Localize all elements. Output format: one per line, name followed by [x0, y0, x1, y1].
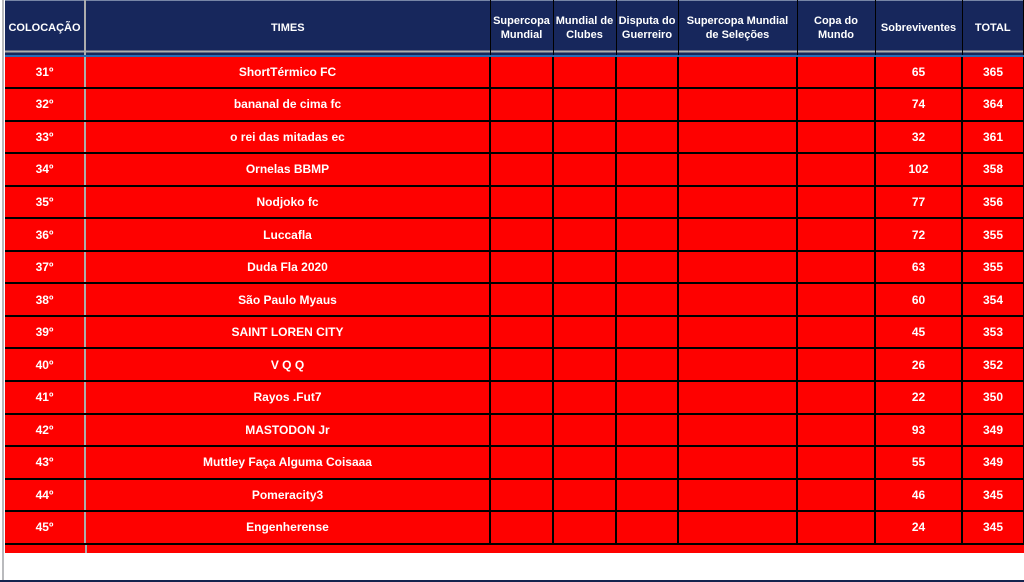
standings-table-area [5, 0, 1024, 553]
copa-do-mundo-cell[interactable] [797, 381, 875, 414]
mundial-de-clubes-cell[interactable] [553, 153, 616, 186]
copa-do-mundo-cell[interactable] [797, 218, 875, 251]
mundial-de-clubes-cell[interactable] [553, 121, 616, 154]
supercopa-mundial-cell[interactable] [490, 511, 553, 544]
table-body [5, 56, 1024, 544]
table-row [5, 414, 1024, 447]
rank-cell[interactable]: 43º [5, 446, 85, 479]
copa-do-mundo-cell[interactable] [797, 446, 875, 479]
sobreviventes-cell[interactable]: 26 [875, 348, 962, 381]
sobreviventes-cell[interactable]: 60 [875, 283, 962, 316]
supercopa-mundial-cell[interactable] [490, 56, 553, 89]
mundial-de-clubes-cell[interactable] [553, 381, 616, 414]
rank-cell[interactable]: 40º [5, 348, 85, 381]
mundial-de-clubes-cell[interactable] [553, 479, 616, 512]
copa-do-mundo-cell[interactable] [797, 414, 875, 447]
table-row [5, 381, 1024, 414]
disputa-do-guerreiro-cell[interactable] [616, 56, 678, 89]
table-row [5, 251, 1024, 284]
header-row [5, 1, 1024, 56]
supercopa-selecoes-cell[interactable] [678, 283, 797, 316]
total-cell[interactable]: 356 [962, 186, 1024, 219]
rank-cell[interactable]: 39º [5, 316, 85, 349]
column-header-mundial-de-clubes[interactable]: Mundial de Clubes [553, 1, 616, 56]
team-cell[interactable]: Ornelas BBMP [85, 153, 490, 186]
total-cell[interactable]: 364 [962, 88, 1024, 121]
total-cell[interactable]: 345 [962, 479, 1024, 512]
supercopa-mundial-cell[interactable] [490, 479, 553, 512]
sobreviventes-cell[interactable]: 72 [875, 218, 962, 251]
team-cell[interactable]: Muttley Faça Alguma Coisaaa [85, 446, 490, 479]
table-row [5, 218, 1024, 251]
disputa-do-guerreiro-cell[interactable] [616, 381, 678, 414]
disputa-do-guerreiro-cell[interactable] [616, 446, 678, 479]
supercopa-mundial-cell[interactable] [490, 88, 553, 121]
disputa-do-guerreiro-cell[interactable] [616, 511, 678, 544]
total-cell[interactable]: 345 [962, 511, 1024, 544]
column-header-colocacao[interactable]: COLOCAÇÃO [5, 1, 85, 56]
sobreviventes-cell[interactable]: 55 [875, 446, 962, 479]
column-header-times[interactable]: TIMES [85, 1, 490, 56]
mundial-de-clubes-cell[interactable] [553, 251, 616, 284]
disputa-do-guerreiro-cell[interactable] [616, 348, 678, 381]
team-cell[interactable]: bananal de cima fc [85, 88, 490, 121]
copa-do-mundo-cell[interactable] [797, 153, 875, 186]
table-row [5, 479, 1024, 512]
supercopa-selecoes-cell[interactable] [678, 479, 797, 512]
sobreviventes-cell[interactable]: 32 [875, 121, 962, 154]
rank-cell[interactable]: 33º [5, 121, 85, 154]
supercopa-mundial-cell[interactable] [490, 251, 553, 284]
supercopa-mundial-cell[interactable] [490, 381, 553, 414]
sobreviventes-cell[interactable]: 102 [875, 153, 962, 186]
column-header-copa-do-mundo[interactable]: Copa do Mundo [797, 1, 875, 56]
column-header-disputa-do-guerreiro[interactable]: Disputa do Guerreiro [616, 1, 678, 56]
team-cell[interactable]: Pomeracity3 [85, 479, 490, 512]
supercopa-selecoes-cell[interactable] [678, 153, 797, 186]
total-cell[interactable]: 349 [962, 414, 1024, 447]
team-cell[interactable]: Duda Fla 2020 [85, 251, 490, 284]
supercopa-selecoes-cell[interactable] [678, 316, 797, 349]
supercopa-selecoes-cell[interactable] [678, 186, 797, 219]
supercopa-mundial-cell[interactable] [490, 186, 553, 219]
rank-cell[interactable]: 31º [5, 56, 85, 89]
sobreviventes-cell[interactable]: 93 [875, 414, 962, 447]
supercopa-selecoes-cell[interactable] [678, 218, 797, 251]
supercopa-mundial-cell[interactable] [490, 414, 553, 447]
sobreviventes-cell[interactable]: 22 [875, 381, 962, 414]
mundial-de-clubes-cell[interactable] [553, 88, 616, 121]
rank-cell[interactable]: 38º [5, 283, 85, 316]
sobreviventes-cell[interactable]: 46 [875, 479, 962, 512]
total-cell[interactable]: 365 [962, 56, 1024, 89]
mundial-de-clubes-cell[interactable] [553, 446, 616, 479]
copa-do-mundo-cell[interactable] [797, 186, 875, 219]
table-row [5, 283, 1024, 316]
column-header-supercopa-mundial[interactable]: Supercopa Mundial [490, 1, 553, 56]
disputa-do-guerreiro-cell[interactable] [616, 186, 678, 219]
mundial-de-clubes-cell[interactable] [553, 414, 616, 447]
supercopa-selecoes-cell[interactable] [678, 121, 797, 154]
rank-cell[interactable]: 42º [5, 414, 85, 447]
rank-cell[interactable]: 44º [5, 479, 85, 512]
team-cell[interactable]: V Q Q [85, 348, 490, 381]
rank-cell[interactable]: 41º [5, 381, 85, 414]
supercopa-mundial-cell[interactable] [490, 283, 553, 316]
team-cell[interactable]: ShortTérmico FC [85, 56, 490, 89]
rank-cell[interactable]: 45º [5, 511, 85, 544]
disputa-do-guerreiro-cell[interactable] [616, 283, 678, 316]
team-cell[interactable]: Rayos .Fut7 [85, 381, 490, 414]
team-cell[interactable]: Nodjoko fc [85, 186, 490, 219]
table-row [5, 56, 1024, 89]
total-cell[interactable]: 350 [962, 381, 1024, 414]
supercopa-selecoes-cell[interactable] [678, 446, 797, 479]
team-cell[interactable]: MASTODON Jr [85, 414, 490, 447]
table-row [5, 121, 1024, 154]
team-cell[interactable]: SAINT LOREN CITY [85, 316, 490, 349]
supercopa-selecoes-cell[interactable] [678, 348, 797, 381]
mundial-de-clubes-cell[interactable] [553, 186, 616, 219]
sobreviventes-cell[interactable]: 65 [875, 56, 962, 89]
mundial-de-clubes-cell[interactable] [553, 218, 616, 251]
frozen-pane-left-gutter [0, 0, 5, 582]
sobreviventes-cell[interactable]: 24 [875, 511, 962, 544]
rank-cell[interactable]: 37º [5, 251, 85, 284]
mundial-de-clubes-cell[interactable] [553, 511, 616, 544]
supercopa-selecoes-cell[interactable] [678, 88, 797, 121]
copa-do-mundo-cell[interactable] [797, 121, 875, 154]
supercopa-mundial-cell[interactable] [490, 446, 553, 479]
mundial-de-clubes-cell[interactable] [553, 348, 616, 381]
copa-do-mundo-cell[interactable] [797, 348, 875, 381]
sobreviventes-cell[interactable]: 45 [875, 316, 962, 349]
copa-do-mundo-cell[interactable] [797, 479, 875, 512]
team-cell[interactable]: Luccafla [85, 218, 490, 251]
table-row [5, 348, 1024, 381]
supercopa-mundial-cell[interactable] [490, 218, 553, 251]
supercopa-selecoes-cell[interactable] [678, 251, 797, 284]
column-header-total[interactable]: TOTAL [962, 1, 1024, 56]
total-cell[interactable]: 352 [962, 348, 1024, 381]
rank-cell[interactable]: 32º [5, 88, 85, 121]
mundial-de-clubes-cell[interactable] [553, 316, 616, 349]
disputa-do-guerreiro-cell[interactable] [616, 251, 678, 284]
supercopa-selecoes-cell[interactable] [678, 511, 797, 544]
copa-do-mundo-cell[interactable] [797, 56, 875, 89]
disputa-do-guerreiro-cell[interactable] [616, 153, 678, 186]
copa-do-mundo-cell[interactable] [797, 251, 875, 284]
partially-visible-next-row [5, 545, 1024, 553]
total-cell[interactable]: 361 [962, 121, 1024, 154]
rank-cell[interactable]: 36º [5, 218, 85, 251]
table-row [5, 88, 1024, 121]
table-row [5, 446, 1024, 479]
sobreviventes-cell[interactable]: 74 [875, 88, 962, 121]
total-cell[interactable]: 355 [962, 218, 1024, 251]
supercopa-mundial-cell[interactable] [490, 121, 553, 154]
table-row [5, 511, 1024, 544]
supercopa-mundial-cell[interactable] [490, 348, 553, 381]
total-cell[interactable]: 349 [962, 446, 1024, 479]
total-cell[interactable]: 353 [962, 316, 1024, 349]
table-row [5, 316, 1024, 349]
table-row [5, 153, 1024, 186]
supercopa-selecoes-cell[interactable] [678, 381, 797, 414]
supercopa-selecoes-cell[interactable] [678, 56, 797, 89]
sobreviventes-cell[interactable]: 77 [875, 186, 962, 219]
standings-table [5, 0, 1024, 545]
copa-do-mundo-cell[interactable] [797, 88, 875, 121]
team-cell[interactable]: o rei das mitadas ec [85, 121, 490, 154]
copa-do-mundo-cell[interactable] [797, 316, 875, 349]
mundial-de-clubes-cell[interactable] [553, 56, 616, 89]
supercopa-mundial-cell[interactable] [490, 153, 553, 186]
total-cell[interactable]: 355 [962, 251, 1024, 284]
team-cell[interactable]: Engenherense [85, 511, 490, 544]
disputa-do-guerreiro-cell[interactable] [616, 479, 678, 512]
rank-cell[interactable]: 34º [5, 153, 85, 186]
total-cell[interactable]: 358 [962, 153, 1024, 186]
disputa-do-guerreiro-cell[interactable] [616, 121, 678, 154]
disputa-do-guerreiro-cell[interactable] [616, 414, 678, 447]
mundial-de-clubes-cell[interactable] [553, 283, 616, 316]
disputa-do-guerreiro-cell[interactable] [616, 218, 678, 251]
column-header-sobreviventes[interactable]: Sobreviventes [875, 1, 962, 56]
total-cell[interactable]: 354 [962, 283, 1024, 316]
copa-do-mundo-cell[interactable] [797, 283, 875, 316]
rank-cell[interactable]: 35º [5, 186, 85, 219]
disputa-do-guerreiro-cell[interactable] [616, 316, 678, 349]
supercopa-mundial-cell[interactable] [490, 316, 553, 349]
table-row [5, 186, 1024, 219]
sobreviventes-cell[interactable]: 63 [875, 251, 962, 284]
copa-do-mundo-cell[interactable] [797, 511, 875, 544]
team-cell[interactable]: São Paulo Myaus [85, 283, 490, 316]
supercopa-selecoes-cell[interactable] [678, 414, 797, 447]
disputa-do-guerreiro-cell[interactable] [616, 88, 678, 121]
column-header-supercopa-mundial-de-selecoes[interactable]: Supercopa Mundial de Seleções [678, 1, 797, 56]
